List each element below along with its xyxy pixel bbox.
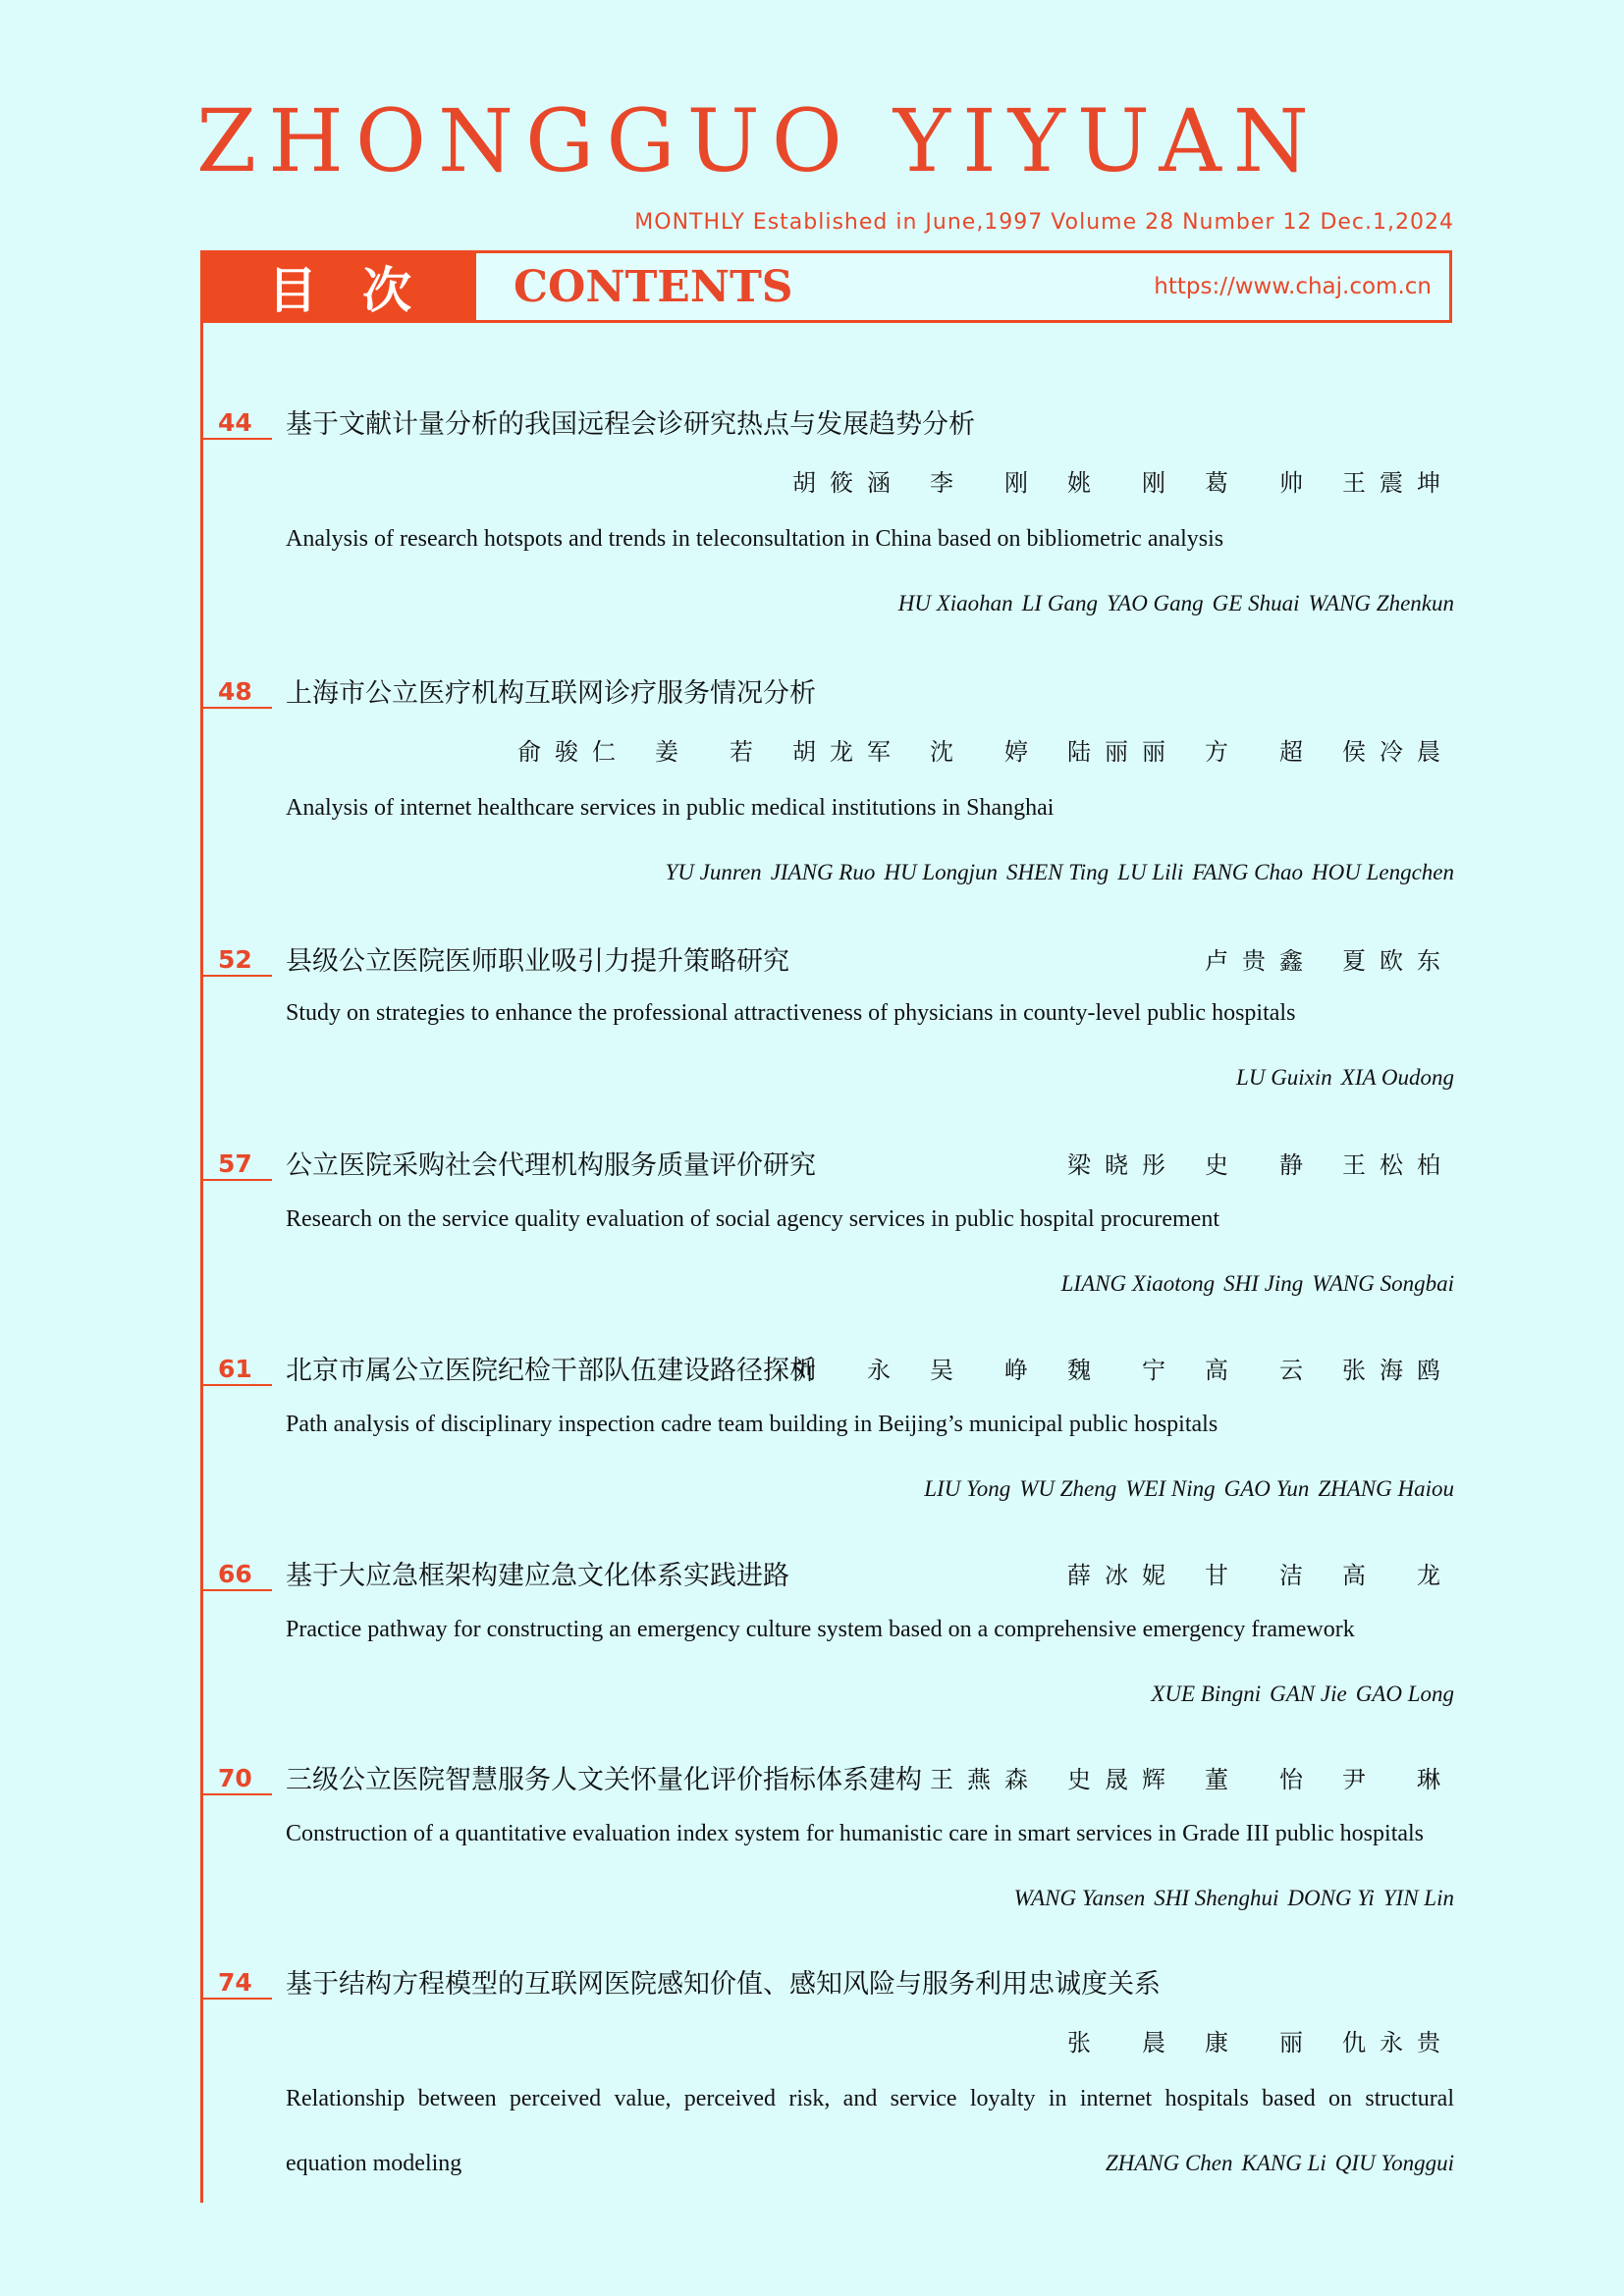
author-en: JIANG Ruo	[770, 860, 876, 884]
article-title-cn[interactable]: 北京市属公立医院纪检干部队伍建设路径探析	[286, 1356, 816, 1386]
author-cn: 史 静	[1205, 1151, 1317, 1179]
contents-en-label: CONTENTS	[514, 261, 793, 312]
author-cn: 康 丽	[1205, 2029, 1317, 2056]
article-authors-en	[1005, 1886, 1454, 1911]
author-en: LU Guixin	[1236, 1065, 1332, 1090]
author-cn: 姜 若	[655, 738, 767, 766]
author-en: SHI Shenghui	[1154, 1886, 1279, 1910]
author-cn: 刘 永	[792, 1357, 904, 1384]
author-cn: 张海鸥	[1342, 1357, 1454, 1384]
author-en: FANG Chao	[1192, 860, 1303, 884]
author-en: SHEN Ting	[1006, 860, 1110, 884]
author-en: HU Longjun	[884, 860, 999, 884]
page-number: 48	[218, 677, 252, 706]
page-rule	[200, 1793, 272, 1795]
author-en: KANG Li	[1241, 2151, 1326, 2175]
article-authors-cn	[904, 1760, 1454, 1794]
author-cn: 史晟辉	[1067, 1766, 1179, 1793]
page-number: 70	[218, 1764, 252, 1792]
author-cn: 高 云	[1205, 1357, 1317, 1384]
article-title-cn[interactable]: 县级公立医院医师职业吸引力提升策略研究	[286, 946, 789, 977]
author-en: YAO Gang	[1106, 591, 1204, 615]
author-cn: 卢贵鑫	[1205, 947, 1317, 975]
author-cn: 梁晓彤	[1067, 1151, 1179, 1179]
page-rule	[200, 975, 272, 977]
page-rule	[200, 1998, 272, 2000]
author-en: WANG Songbai	[1312, 1271, 1454, 1296]
author-en: LU Lili	[1117, 860, 1184, 884]
author-en: GAN Jie	[1270, 1682, 1347, 1706]
article-authors-en	[1227, 1065, 1454, 1091]
article-title-en[interactable]: Practice pathway for constructing an emergency culture system based on a comprehensive emergency framework	[286, 1617, 1355, 1642]
author-cn: 王燕森	[930, 1766, 1042, 1793]
journal-url-link[interactable]: https://www.chaj.com.cn	[1154, 274, 1432, 299]
article-title-cn[interactable]: 基于大应急框架构建应急文化体系实践进路	[286, 1561, 789, 1591]
contents-cn-label: 目次	[203, 253, 476, 320]
author-en: SHI Jing	[1223, 1271, 1304, 1296]
author-en: HU Xiaohan	[897, 591, 1013, 615]
author-cn: 李 刚	[930, 469, 1042, 497]
page-number: 66	[218, 1560, 252, 1588]
author-en: LIANG Xiaotong	[1060, 1271, 1216, 1296]
page-rule	[200, 1589, 272, 1591]
article-authors-en	[1053, 1271, 1454, 1297]
author-cn: 胡龙军	[792, 738, 904, 766]
page-number: 61	[218, 1355, 252, 1383]
article-authors-cn	[767, 463, 1454, 498]
author-en: DONG Yi	[1287, 1886, 1375, 1910]
page-rule	[200, 707, 272, 709]
author-cn: 夏欧东	[1342, 947, 1454, 975]
author-en: YIN Lin	[1382, 1886, 1454, 1910]
article-title-cn[interactable]: 上海市公立医疗机构互联网诊疗服务情况分析	[286, 678, 816, 709]
author-en: YU Junren	[665, 860, 762, 884]
page-number: 57	[218, 1149, 252, 1178]
author-cn: 张 晨	[1067, 2029, 1179, 2056]
page-number: 44	[218, 408, 252, 437]
author-en: WEI Ning	[1125, 1476, 1216, 1501]
article-authors-cn	[767, 1351, 1454, 1385]
author-cn: 葛 帅	[1205, 469, 1317, 497]
author-cn: 侯冷晨	[1342, 738, 1454, 766]
author-cn: 薛冰妮	[1067, 1562, 1179, 1589]
article-title-en[interactable]: Relationship between perceived value, perceived risk, and service loyalty in internet hospitals based on structural	[286, 2086, 1454, 2111]
author-en: WU Zheng	[1019, 1476, 1117, 1501]
author-cn: 陆丽丽	[1067, 738, 1179, 766]
article-authors-cn	[1042, 1556, 1454, 1590]
article-title-en[interactable]: Study on strategies to enhance the professional attractiveness of physicians in county-level public hospitals	[286, 1000, 1296, 1026]
article-authors-en	[1142, 1682, 1454, 1707]
author-cn: 魏 宁	[1067, 1357, 1179, 1384]
author-en: GE Shuai	[1212, 591, 1300, 615]
article-authors-cn	[1042, 1146, 1454, 1180]
page-number: 74	[218, 1968, 252, 1997]
article-title-cn[interactable]: 基于文献计量分析的我国远程会诊研究热点与发展趋势分析	[286, 409, 975, 440]
article-authors-en	[1097, 2151, 1454, 2176]
article-authors-en	[657, 860, 1454, 885]
author-en: XIA Oudong	[1340, 1065, 1454, 1090]
article-authors-cn	[1042, 2023, 1454, 2057]
author-cn: 胡筱涵	[792, 469, 904, 497]
author-en: ZHANG Haiou	[1318, 1476, 1454, 1501]
article-title-en[interactable]: Path analysis of disciplinary inspection cadre team building in Beijing’s municipal public hospitals	[286, 1412, 1218, 1437]
author-en: ZHANG Chen	[1105, 2151, 1233, 2175]
author-cn: 姚 刚	[1067, 469, 1179, 497]
author-cn: 吴 峥	[930, 1357, 1042, 1384]
page-rule	[200, 1179, 272, 1181]
author-cn: 高 龙	[1342, 1562, 1454, 1589]
issue-info: MONTHLY Established in June,1997 Volume 28 Number 12 Dec.1,2024	[634, 210, 1454, 235]
author-cn: 俞骏仁	[517, 738, 629, 766]
article-authors-cn	[1179, 941, 1454, 976]
contents-banner	[200, 250, 1452, 323]
article-title-en[interactable]: Research on the service quality evaluation of social agency services in public hospital procurement	[286, 1206, 1219, 1232]
author-cn: 王震坤	[1342, 469, 1454, 497]
author-en: LIU Yong	[924, 1476, 1011, 1501]
author-cn: 董 怡	[1205, 1766, 1317, 1793]
article-title-cn[interactable]: 基于结构方程模型的互联网医院感知价值、感知风险与服务利用忠诚度关系	[286, 1969, 1161, 2000]
journal-masthead: ZHONGGUO YIYUAN	[196, 90, 1321, 191]
author-en: WANG Yansen	[1013, 1886, 1146, 1910]
article-title-en[interactable]: Construction of a quantitative evaluation index system for humanistic care in smart services in Grade III public hospitals	[286, 1821, 1425, 1846]
author-cn: 沈 婷	[930, 738, 1042, 766]
author-en: XUE Bingni	[1151, 1682, 1262, 1706]
author-en: GAO Long	[1355, 1682, 1454, 1706]
page-rule	[200, 438, 272, 440]
article-title-en[interactable]: Analysis of internet healthcare services in public medical institutions in Shanghai	[286, 795, 1055, 821]
author-cn: 尹 琳	[1342, 1766, 1454, 1793]
article-title-cn[interactable]: 三级公立医院智慧服务人文关怀量化评价指标体系建构	[286, 1765, 922, 1795]
author-en: HOU Lengchen	[1312, 860, 1454, 884]
article-authors-en	[915, 1476, 1454, 1502]
author-en: LI Gang	[1021, 591, 1098, 615]
article-title-en-continued[interactable]: equation modeling	[286, 2151, 462, 2176]
author-en: QIU Yonggui	[1334, 2151, 1454, 2175]
page-rule	[200, 1384, 272, 1386]
vertical-rule	[200, 323, 203, 2203]
page-number: 52	[218, 945, 252, 974]
author-cn: 王松柏	[1342, 1151, 1454, 1179]
article-title-en[interactable]: Analysis of research hotspots and trends in teleconsultation in China based on bibliometric analysis	[286, 526, 1224, 552]
author-cn: 仇永贵	[1342, 2029, 1454, 2056]
author-en: GAO Yun	[1223, 1476, 1310, 1501]
author-cn: 甘 洁	[1205, 1562, 1317, 1589]
article-authors-cn	[492, 732, 1454, 767]
article-authors-en	[890, 591, 1454, 616]
article-title-cn[interactable]: 公立医院采购社会代理机构服务质量评价研究	[286, 1150, 816, 1181]
author-en: WANG Zhenkun	[1308, 591, 1454, 615]
author-cn: 方 超	[1205, 738, 1317, 766]
